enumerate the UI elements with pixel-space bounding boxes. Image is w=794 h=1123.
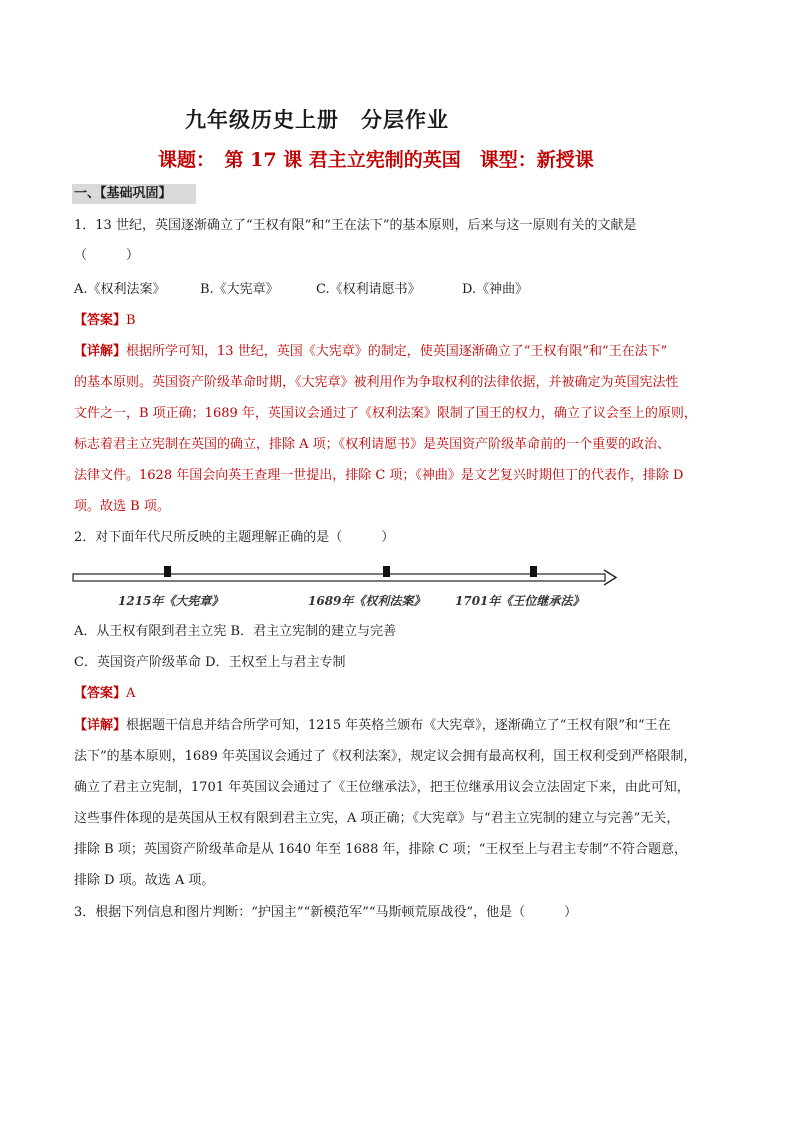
q2-detail-line: 排除 D 项。故选 A 项。 xyxy=(74,873,215,888)
q1-detail-line: 文件之一，B 项正确；1689 年，英国议会通过了《权利法案》限制了国王的权力，确立了议会至上的原则， xyxy=(74,406,697,421)
lesson-subtitle: 课题： 第 17 课 君主立宪制的英国 课型：新授课 xyxy=(158,149,594,171)
q1-option-d: D.《神曲》 xyxy=(462,282,529,297)
time-marker xyxy=(383,566,390,577)
q1-detail-line: 的基本原则。英国资产阶级革命时期，《大宪章》被利用作为争取权利的法律依据，并被确定为英国宪法性 xyxy=(74,375,679,390)
q2-detail-line: 【详解】根据题干信息并结合所学可知，1215 年英格兰颁布《大宪章》，逐渐确立了“王权有限”和“王在 xyxy=(74,718,671,733)
answer-value: A xyxy=(126,686,136,701)
q2-detail-line: 法下”的基本原则，1689 年英国议会通过了《权利法案》，规定议会拥有最高权利，国王权利受到严格限制， xyxy=(74,749,697,764)
timeline-label: 1215年《大宪章》 xyxy=(118,594,224,608)
timeline-label: 1689年《权利法案》 xyxy=(308,594,426,608)
q1-blank: （ ） xyxy=(74,248,140,263)
q2-detail-line: 这些事件体现的是英国从王权有限到君主立宪，A 项正确；《大宪章》与“君主立宪制的建立与完善”无关， xyxy=(74,811,680,826)
q1-detail-line: 【详解】根据所学可知，13 世纪，英国《大宪章》的制定，使英国逐渐确立了“王权有限”和“王在法下” xyxy=(74,344,668,359)
page-title: 九年级历史上册 分层作业 xyxy=(185,107,449,132)
q2-detail-line: 排除 B 项；英国资产阶级革命是从 1640 年至 1688 年，排除 C 项；“王权至上与君主专制”不符合题意， xyxy=(74,842,688,857)
q1-detail-line: 项。故选 B 项。 xyxy=(74,499,170,514)
answer-label: 【答案】 xyxy=(74,313,127,328)
q1-detail-line: 法律文件。1628 年国会向英王查理一世提出，排除 C 项；《神曲》是文艺复兴时期但丁的代表作，排除 D xyxy=(74,468,684,483)
answer-label: 【答案】 xyxy=(74,686,127,701)
q2-answer xyxy=(74,684,135,704)
time-marker xyxy=(530,566,537,577)
q2-stem: 2．对下面年代尺所反映的主题理解正确的是（ ） xyxy=(74,530,395,545)
q2-options-line: A．从王权有限到君主立宪 B．君主立宪制的建立与完善 xyxy=(74,624,397,639)
q1-detail-line: 标志着君主立宪制在英国的确立，排除 A 项；《权利请愿书》是英国资产阶级革命前的一个重要的政治、 xyxy=(74,437,671,452)
q2-detail-line: 确立了君主立宪制，1701 年英国议会通过了《王位继承法》，把王位继承用议会立法固定下来，由此可知， xyxy=(74,780,690,795)
time-ruler xyxy=(72,560,618,612)
answer-value: B xyxy=(126,313,136,328)
time-marker xyxy=(164,566,171,577)
q3-stem: 3．根据下列信息和图片判断：“护国主”“新模范军”“马斯顿荒原战役”，他是（ ） xyxy=(74,905,578,920)
q1-answer xyxy=(74,311,136,331)
q2-options-line: C．英国资产阶级革命 D．王权至上与君主专制 xyxy=(74,655,346,670)
section-header: 一、【基础巩固】 xyxy=(72,184,196,204)
q1-option-b: B.《大宪章》 xyxy=(200,282,279,297)
q1-option-a: A.《权利法案》 xyxy=(74,282,166,297)
detail-label: 【详解】 xyxy=(74,718,127,733)
detail-label: 【详解】 xyxy=(74,344,127,359)
timeline-label: 1701年《王位继承法》 xyxy=(455,594,585,608)
q1-option-c: C.《权利请愿书》 xyxy=(316,282,421,297)
time-ruler-arrow xyxy=(72,560,618,590)
q1-stem: 1．13 世纪，英国逐渐确立了“王权有限”和“王在法下”的基本原则，后来与这一原则有关的文献是 xyxy=(74,218,637,233)
